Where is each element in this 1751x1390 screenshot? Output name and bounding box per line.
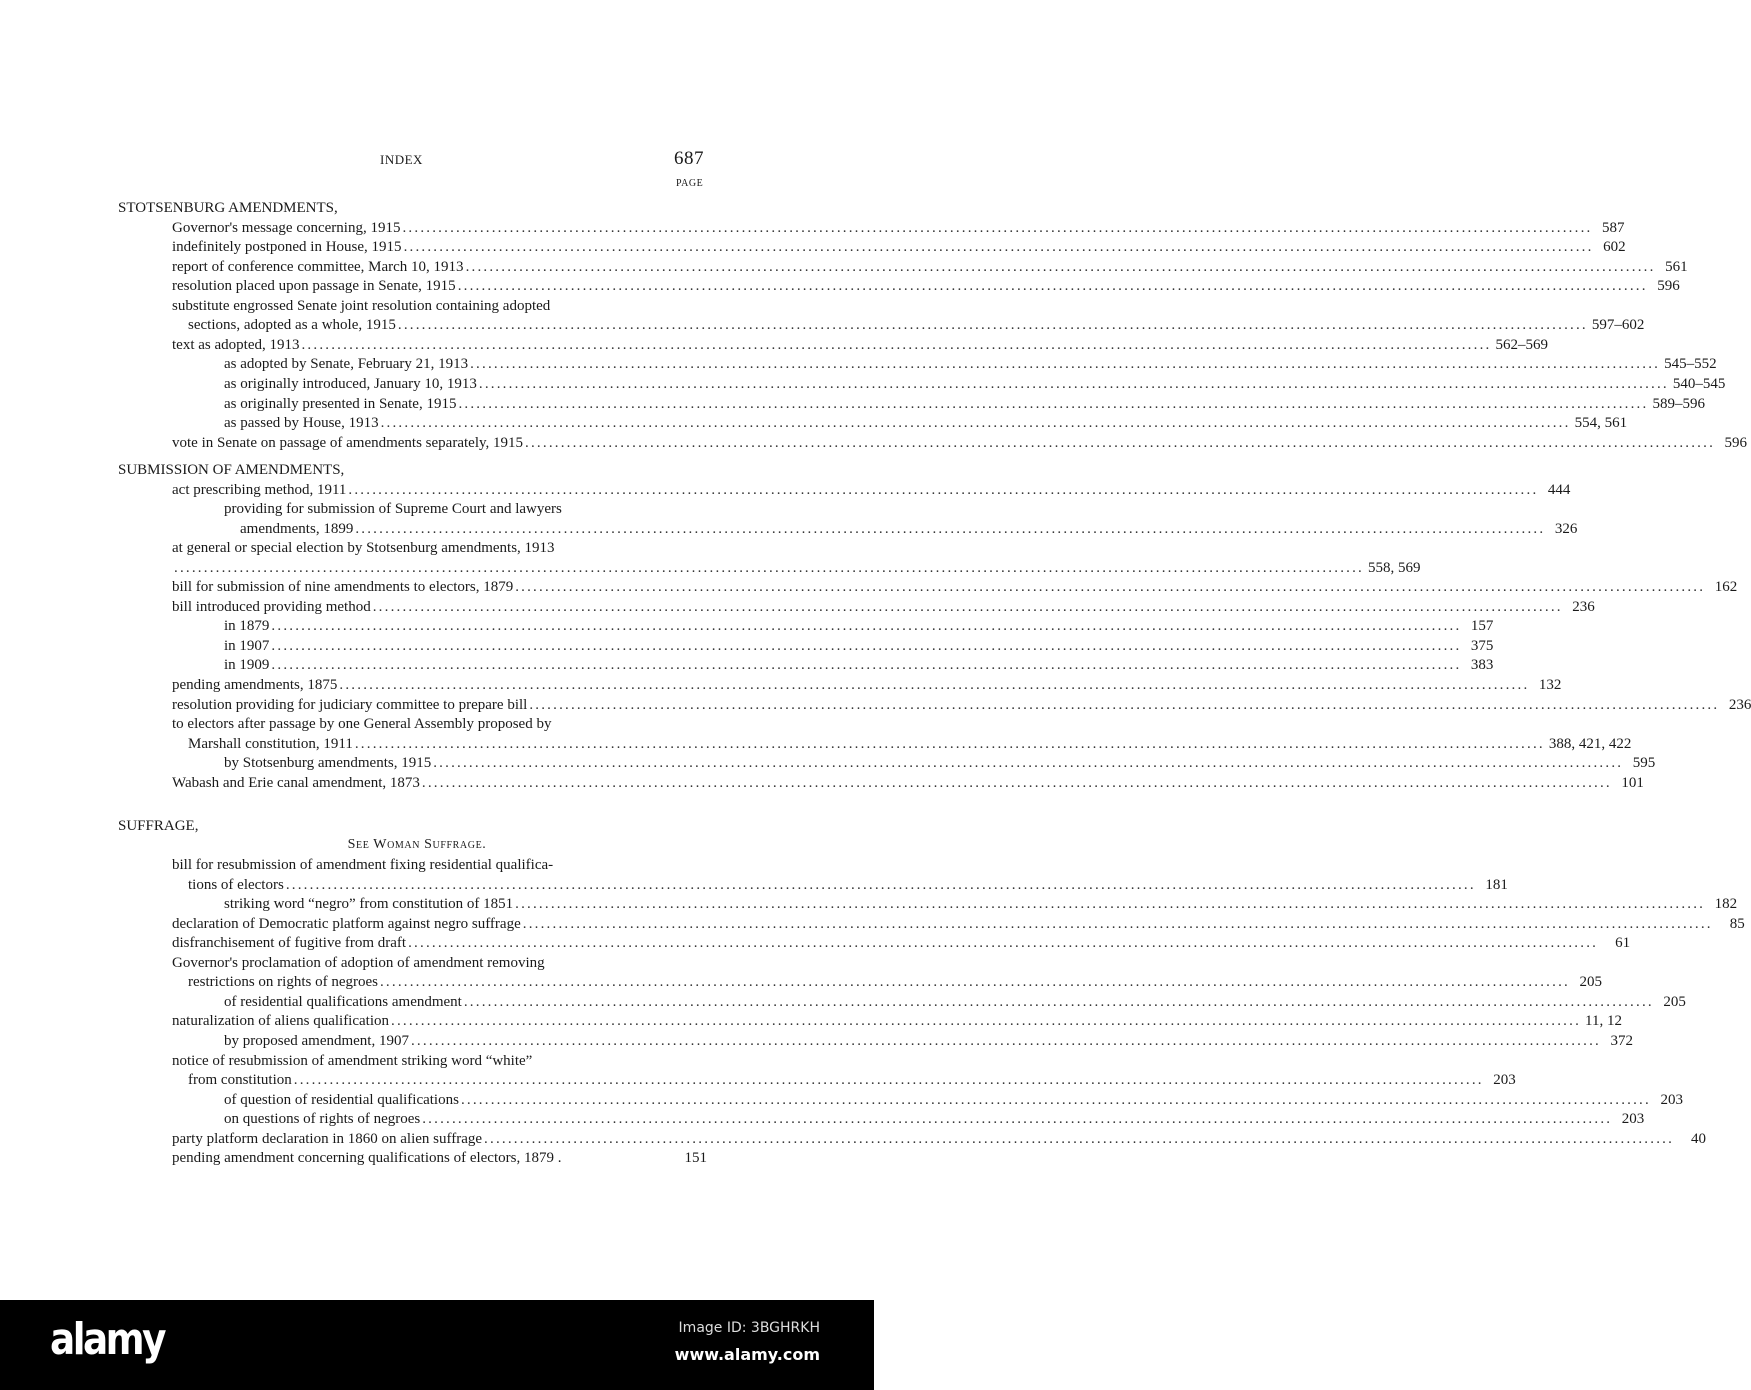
dot-leader: ........................................................................................................................................................................................................ <box>397 317 1588 333</box>
dot-leader: ........................................................................................................................................................................................................ <box>301 337 1492 353</box>
entry-text: by proposed amendment, 1907 <box>224 1033 409 1049</box>
index-entry <box>224 616 1494 636</box>
watermark-banner <box>0 1300 874 1390</box>
index-entry <box>172 933 1631 953</box>
entry-text: party platform declaration in 1860 on alien suffrage <box>172 1131 483 1147</box>
dot-leader: ........................................................................................................................................................................................................ <box>515 579 1706 595</box>
entry-text: by Stotsenburg amendments, 1915 <box>224 755 432 771</box>
entry-page-ref: 205 <box>1579 974 1602 990</box>
entry-page-ref: 375 <box>1470 638 1494 654</box>
dot-leader: ........................................................................................................................................................................................................ <box>403 239 1594 255</box>
entry-text: vote in Senate on passage of amendments separately, 1915 <box>172 435 524 451</box>
index-entry <box>172 218 1625 238</box>
dot-leader: ........................................................................................................................................................................................................ <box>525 435 1716 451</box>
entry-page-ref: 236 <box>1728 697 1751 713</box>
index-entry <box>188 315 1645 335</box>
entry-text: striking word “negro” from constitution of 1851 <box>224 896 514 912</box>
dot-leader: ........................................................................................................................................................................................................ <box>463 994 1654 1010</box>
index-entry <box>172 914 1745 934</box>
entry-text: in 1907 <box>224 638 270 654</box>
entry-page-ref: 540–545 <box>1672 376 1726 392</box>
entry-page-ref: 162 <box>1714 579 1738 595</box>
index-entry <box>188 1070 1516 1090</box>
entry-page-ref: 596 <box>1657 278 1680 294</box>
dot-leader: ........................................................................................................................................................................................................ <box>460 1092 1651 1108</box>
entry-text: substitute engrossed Senate joint resolution containing adopted <box>172 298 551 314</box>
entry-page-ref: 151 <box>684 1150 707 1166</box>
entry-page-ref <box>679 296 707 316</box>
website: www.alamy.com <box>674 1345 820 1364</box>
entry-text: Governor's message concerning, 1915 <box>172 220 401 236</box>
index-entry <box>172 855 707 875</box>
see-also-reference: See Woman Suffrage. <box>347 837 487 852</box>
dot-leader: ........................................................................................................................................................................................................ <box>410 1033 1601 1049</box>
index-entry <box>172 558 1421 578</box>
index-entry <box>172 1129 1707 1149</box>
entry-text: bill for resubmission of amendment fixing residential qualifica- <box>172 857 554 873</box>
entry-text: Wabash and Erie canal amendment, 1873 <box>172 775 420 791</box>
index-entry <box>188 734 1632 754</box>
index-entry <box>172 714 707 734</box>
alamy-logo: alamy <box>50 1314 164 1365</box>
entry-text: in 1879 <box>224 618 270 634</box>
entry-page-ref: 545–552 <box>1664 356 1717 372</box>
entry-page-ref: 587 <box>1601 220 1625 236</box>
index-entry <box>172 1051 707 1071</box>
index-entry <box>188 972 1602 992</box>
entry-page-ref: 597–602 <box>1591 317 1645 333</box>
dot-leader: ........................................................................................................................................................................................................ <box>422 1111 1613 1127</box>
entry-text: as passed by House, 1913 <box>224 415 379 431</box>
dot-leader: ........................................................................................................................................................................................................ <box>355 521 1546 537</box>
entry-text: declaration of Democratic platform against negro suffrage <box>172 916 521 932</box>
page-number: 687 <box>674 148 704 169</box>
dot-leader: ........................................................................................................................................................................................................ <box>354 736 1545 752</box>
index-entry <box>172 597 1595 617</box>
image-id: Image ID: 3BGHRKH <box>678 1320 820 1336</box>
entry-page-ref: 595 <box>1632 755 1656 771</box>
index-entry <box>172 276 1680 296</box>
entry-page-ref: 85 <box>1729 916 1745 932</box>
index-entry <box>172 695 1751 715</box>
dot-leader: ........................................................................................................................................................................................................ <box>433 755 1624 771</box>
entry-page-ref: 203 <box>1621 1111 1645 1127</box>
entry-page-ref: 326 <box>1554 521 1578 537</box>
dot-leader: ........................................................................................................................................................................................................ <box>457 278 1648 294</box>
dot-leader: ........................................................................................................................................................................................................ <box>529 697 1720 713</box>
index-entry <box>172 1148 707 1168</box>
dot-leader: ........................................................................................................................................................................................................ <box>484 1131 1675 1147</box>
entry-text: act prescribing method, 1911 <box>172 482 347 498</box>
entry-page-ref: 203 <box>1493 1072 1516 1088</box>
entry-text: at general or special election by Stotsenburg amendments, 1913 <box>172 540 555 556</box>
entry-text: as originally introduced, January 10, 1913 <box>224 376 477 392</box>
entry-page-ref: 596 <box>1724 435 1748 451</box>
index-entry <box>172 237 1626 257</box>
index-entry <box>172 773 1644 793</box>
entry-page-ref: 11, 12 <box>1585 1013 1622 1029</box>
entry-page-ref: 388, 421, 422 <box>1548 736 1632 752</box>
running-header-title: INDEX <box>380 152 423 167</box>
entry-text: of residential qualifications amendment <box>224 994 462 1010</box>
entry-page-ref: 182 <box>1714 896 1738 912</box>
page-column-label: PAGE <box>676 178 704 189</box>
index-entry <box>224 1090 1683 1110</box>
dot-leader: ........................................................................................................................................................................................................ <box>391 1013 1582 1029</box>
index-entry <box>224 394 1705 414</box>
index-entry <box>172 257 1688 277</box>
entry-text: bill for submission of nine amendments to electors, 1879 <box>172 579 514 595</box>
section-heading-text: SUFFRAGE, <box>118 818 199 834</box>
dot-leader: ........................................................................................................................................................................................................ <box>271 657 1462 673</box>
entry-text: from constitution <box>188 1072 292 1088</box>
dot-leader: ........................................................................................................................................................................................................ <box>379 974 1570 990</box>
entry-page-ref: 372 <box>1610 1033 1633 1049</box>
dot-leader: ........................................................................................................................................................................................................ <box>515 896 1706 912</box>
index-entry <box>172 335 1548 355</box>
dot-leader: ........................................................................................................................................................................................................ <box>174 560 1364 576</box>
entry-text: pending amendment concerning qualifications of electors, 1879 . <box>172 1150 562 1166</box>
dot-leader: ........................................................................................................................................................................................................ <box>402 220 1593 236</box>
dot-leader: ........................................................................................................................................................................................................ <box>285 877 1476 893</box>
entry-page-ref: 562–569 <box>1495 337 1548 353</box>
dot-leader: ........................................................................................................................................................................................................ <box>372 599 1563 615</box>
index-entry <box>172 538 707 558</box>
dot-leader: ........................................................................................................................................................................................................ <box>380 415 1571 431</box>
dot-leader: ........................................................................................................................................................................................................ <box>522 916 1713 932</box>
entry-page-ref: 554, 561 <box>1574 415 1628 431</box>
entry-page-ref: 383 <box>1470 657 1494 673</box>
entry-text: report of conference committee, March 10, 1913 <box>172 259 464 275</box>
entry-text: sections, adopted as a whole, 1915 <box>188 317 396 333</box>
entry-text: amendments, 1899 <box>240 521 354 537</box>
entry-text: notice of resubmission of amendment striking word “white” <box>172 1053 533 1069</box>
entry-text: naturalization of aliens qualification <box>172 1013 390 1029</box>
index-entry <box>224 1031 1633 1051</box>
index-entry <box>172 480 1571 500</box>
index-entry <box>224 636 1494 656</box>
entry-page-ref <box>679 499 707 519</box>
index-entry <box>172 675 1562 695</box>
index-entry <box>224 992 1686 1012</box>
entry-text: bill introduced providing method <box>172 599 371 615</box>
entry-text: as adopted by Senate, February 21, 1913 <box>224 356 469 372</box>
index-entry <box>172 433 1748 453</box>
entry-text: Governor's proclamation of adoption of amendment removing <box>172 955 545 971</box>
entry-text: to electors after passage by one General Assembly proposed by <box>172 716 552 732</box>
entry-text: Marshall constitution, 1911 <box>188 736 353 752</box>
entry-page-ref: 101 <box>1621 775 1644 791</box>
entry-page-ref: 444 <box>1547 482 1571 498</box>
dot-leader: ........................................................................................................................................................................................................ <box>470 356 1661 372</box>
entry-page-ref <box>679 855 707 875</box>
entry-text: text as adopted, 1913 <box>172 337 300 353</box>
index-entry <box>224 354 1717 374</box>
entry-text: resolution providing for judiciary committee to prepare bill <box>172 697 528 713</box>
index-entry <box>224 655 1494 675</box>
index-entry <box>172 1011 1622 1031</box>
dot-leader: ........................................................................................................................................................................................................ <box>408 935 1599 951</box>
entry-text: of question of residential qualifications <box>224 1092 459 1108</box>
entry-text: pending amendments, 1875 <box>172 677 338 693</box>
index-entry <box>224 894 1738 914</box>
dot-leader: ........................................................................................................................................................................................................ <box>271 638 1462 654</box>
entry-page-ref: 40 <box>1691 1131 1707 1147</box>
dot-leader: ........................................................................................................................................................................................................ <box>458 396 1649 412</box>
entry-page-ref: 61 <box>1615 935 1631 951</box>
entry-page-ref: 589–596 <box>1652 396 1705 412</box>
entry-page-ref: 236 <box>1572 599 1595 615</box>
index-entry <box>188 875 1508 895</box>
entry-page-ref <box>679 538 707 558</box>
entry-page-ref: 157 <box>1470 618 1494 634</box>
index-entry <box>224 1109 1645 1129</box>
dot-leader: ........................................................................................................................................................................................................ <box>339 677 1530 693</box>
section-heading <box>118 198 707 218</box>
index-entry <box>224 413 1628 433</box>
entry-text: resolution placed upon passage in Senate, 1915 <box>172 278 456 294</box>
section-heading <box>118 816 707 836</box>
entry-text: as originally presented in Senate, 1915 <box>224 396 457 412</box>
index-entry <box>240 519 1578 539</box>
entry-text: in 1909 <box>224 657 270 673</box>
index-entry <box>172 296 707 316</box>
dot-leader: ........................................................................................................................................................................................................ <box>421 775 1612 791</box>
section-heading-text: STOTSENBURG AMENDMENTS, <box>118 200 338 216</box>
entry-page-ref: 203 <box>1660 1092 1683 1108</box>
section-heading <box>118 460 707 480</box>
index-entry <box>172 577 1738 597</box>
index-entry <box>224 499 707 519</box>
dot-leader: ........................................................................................................................................................................................................ <box>348 482 1539 498</box>
entry-text: providing for submission of Supreme Court and lawyers <box>224 501 562 517</box>
entry-page-ref: 558, 569 <box>1368 560 1421 576</box>
entry-page-ref: 181 <box>1485 877 1508 893</box>
dot-leader: ........................................................................................................................................................................................................ <box>293 1072 1484 1088</box>
entry-page-ref: 602 <box>1603 239 1626 255</box>
dot-leader: ........................................................................................................................................................................................................ <box>271 618 1462 634</box>
entry-page-ref <box>679 714 707 734</box>
entry-text: indefinitely postponed in House, 1915 <box>172 239 402 255</box>
entry-text: disfranchisement of fugitive from draft <box>172 935 407 951</box>
entry-page-ref: 132 <box>1538 677 1562 693</box>
section-heading-text: SUBMISSION OF AMENDMENTS, <box>118 462 345 478</box>
index-entry <box>224 753 1656 773</box>
dot-leader: ........................................................................................................................................................................................................ <box>465 259 1656 275</box>
index-entry <box>224 374 1726 394</box>
entry-text: tions of electors <box>188 877 284 893</box>
dot-leader: ........................................................................................................................................................................................................ <box>478 376 1669 392</box>
entry-page-ref <box>679 953 707 973</box>
entry-page-ref: 561 <box>1665 259 1688 275</box>
entry-page-ref <box>679 1051 707 1071</box>
entry-page-ref: 205 <box>1663 994 1686 1010</box>
index-entry <box>172 953 707 973</box>
entry-text: on questions of rights of negroes <box>224 1111 421 1127</box>
entry-text: restrictions on rights of negroes <box>188 974 378 990</box>
